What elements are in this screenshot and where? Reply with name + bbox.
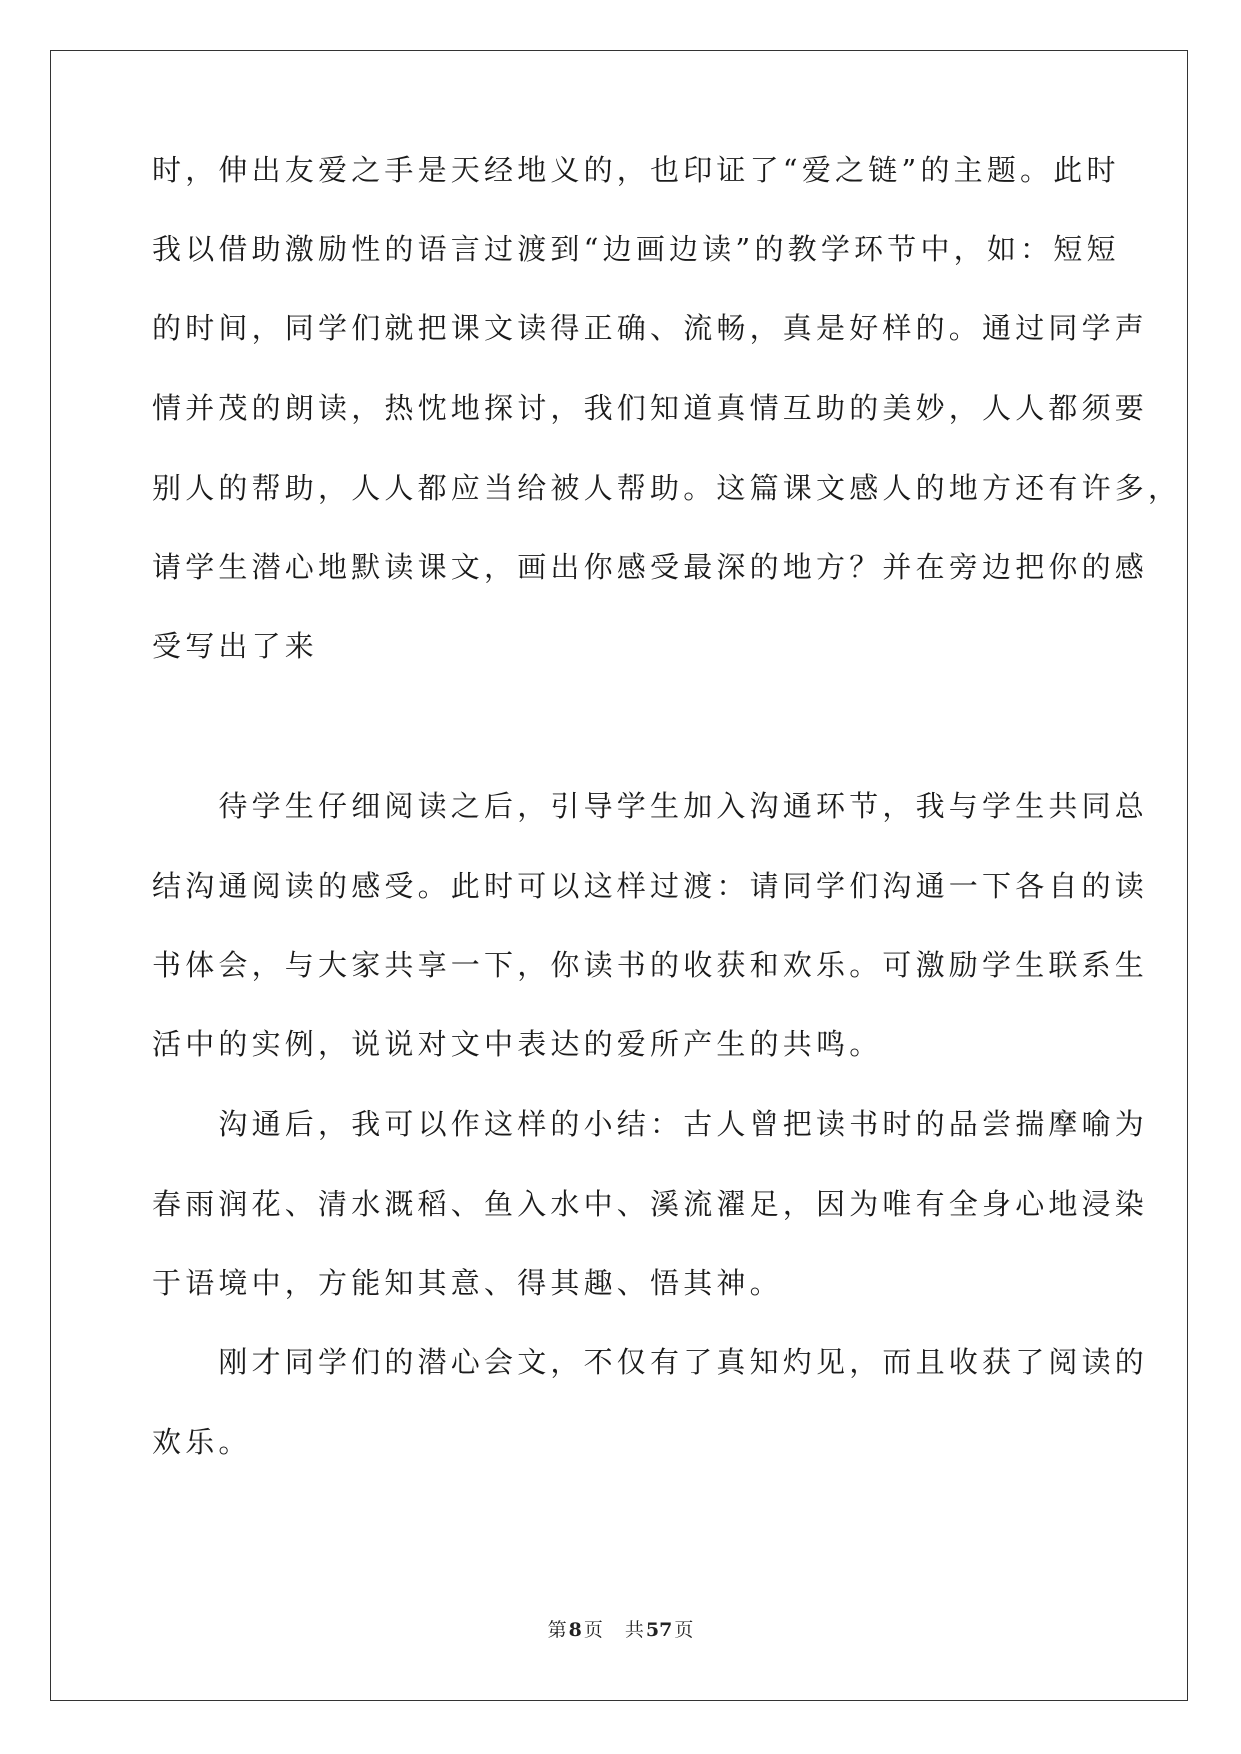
text-line: 活中的实例，说说对文中表达的爱所产生的共鸣。 — [152, 1027, 883, 1061]
text-line: 时，伸出友爱之手是天经地义的，也印证了“爱之链”的主题。此时 — [152, 153, 1120, 187]
text-line: 情并茂的朗读，热忱地探讨，我们知道真情互助的美妙，人人都须要 — [152, 391, 1149, 425]
page-number: 8 — [568, 1619, 582, 1641]
page-suffix: 页 — [583, 1619, 603, 1641]
total-suffix: 页 — [674, 1619, 694, 1641]
total-prefix: 共 — [624, 1619, 644, 1641]
text-line: 我以借助激励性的语言过渡到“边画边读”的教学环节中，如：短短 — [152, 232, 1120, 266]
text-line: 的时间，同学们就把课文读得正确、流畅，真是好样的。通过同学声 — [152, 311, 1149, 345]
page-footer — [0, 1615, 1241, 1642]
text-line: 刚才同学们的潜心会文，不仅有了真知灼见，而且收获了阅读的 — [152, 1345, 1149, 1379]
text-line: 受写出了来 — [152, 629, 319, 663]
text-line: 书体会，与大家共享一下，你读书的收获和欢乐。可激励学生联系生 — [152, 948, 1149, 982]
text-line: 请学生潜心地默读课文，画出你感受最深的地方？并在旁边把你的感 — [152, 550, 1149, 584]
text-line: 于语境中，方能知其意、得其趣、悟其神。 — [152, 1266, 783, 1300]
text-line: 欢乐。 — [152, 1425, 252, 1459]
text-line: 沟通后，我可以作这样的小结：古人曾把读书时的品尝揣摩喻为 — [152, 1107, 1149, 1141]
page-prefix: 第 — [547, 1619, 567, 1641]
text-line: 结沟通阅读的感受。此时可以这样过渡：请同学们沟通一下各自的读 — [152, 869, 1149, 903]
text-line: 别人的帮助，人人都应当给被人帮助。这篇课文感人的地方还有许多， — [152, 471, 1182, 505]
text-line: 待学生仔细阅读之后，引导学生加入沟通环节，我与学生共同总 — [152, 789, 1149, 823]
text-line: 春雨润花、清水溉稻、鱼入水中、溪流濯足，因为唯有全身心地浸染 — [152, 1187, 1149, 1221]
total-pages: 57 — [645, 1619, 673, 1641]
